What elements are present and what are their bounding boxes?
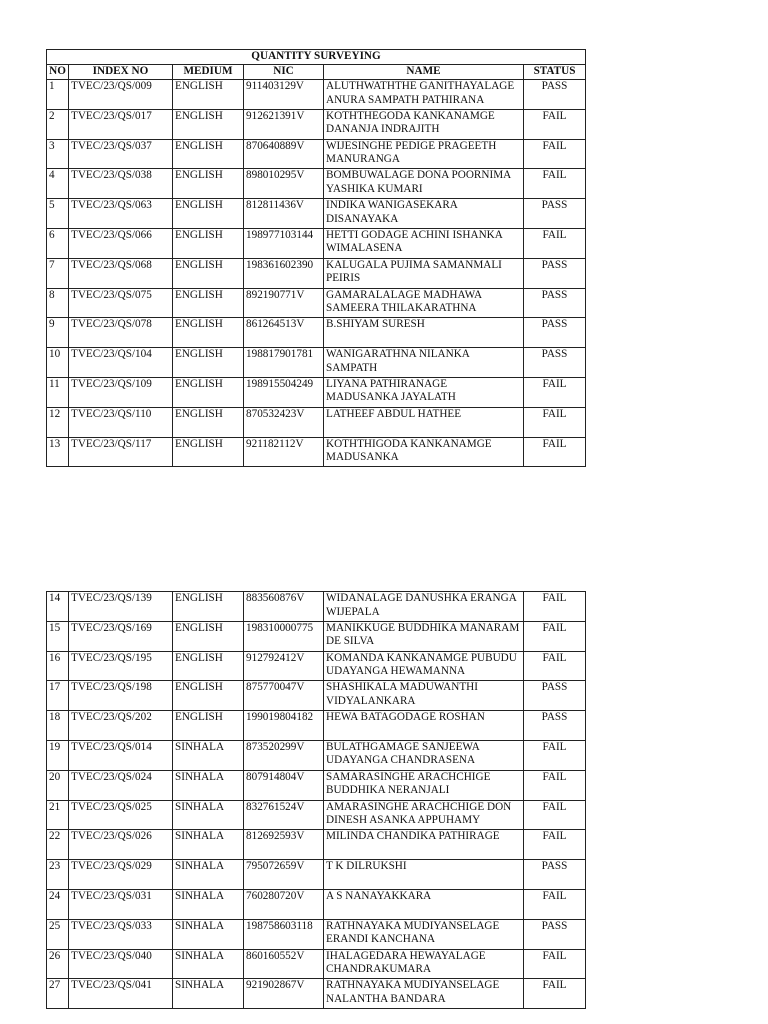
cell-index-no: TVEC/23/QS/063 xyxy=(69,199,173,229)
cell-medium: ENGLISH xyxy=(173,592,244,622)
cell-nic: 873520299V xyxy=(244,740,324,770)
cell-no: 16 xyxy=(47,651,69,681)
cell-no: 17 xyxy=(47,681,69,711)
cell-no: 19 xyxy=(47,740,69,770)
cell-name: RATHNAYAKA MUDIYANSELAGE NALANTHA BANDARA xyxy=(324,979,524,1009)
cell-name: WIDANALAGE DANUSHKA ERANGA WIJEPALA xyxy=(324,592,524,622)
cell-no: 6 xyxy=(47,228,69,258)
cell-name: ALUTHWATHTHE GANITHAYALAGE ANURA SAMPATH PATHIRANA xyxy=(324,80,524,110)
cell-nic: 883560876V xyxy=(244,592,324,622)
cell-nic: 912621391V xyxy=(244,109,324,139)
cell-status: FAIL xyxy=(524,979,586,1009)
cell-name: BULATHGAMAGE SANJEEWA UDAYANGA CHANDRASENA xyxy=(324,740,524,770)
header-status: STATUS xyxy=(524,65,586,80)
cell-status: PASS xyxy=(524,258,586,288)
cell-status: FAIL xyxy=(524,651,586,681)
cell-medium: SINHALA xyxy=(173,889,244,919)
cell-medium: ENGLISH xyxy=(173,377,244,407)
table-row xyxy=(47,228,586,258)
table-row xyxy=(47,949,586,979)
cell-medium: SINHALA xyxy=(173,949,244,979)
cell-medium: ENGLISH xyxy=(173,437,244,467)
cell-index-no: TVEC/23/QS/198 xyxy=(69,681,173,711)
header-medium: MEDIUM xyxy=(173,65,244,80)
table-row xyxy=(47,860,586,890)
cell-nic: 198361602390 xyxy=(244,258,324,288)
cell-no: 14 xyxy=(47,592,69,622)
cell-index-no: TVEC/23/QS/109 xyxy=(69,377,173,407)
cell-no: 27 xyxy=(47,979,69,1009)
cell-name: HETTI GODAGE ACHINI ISHANKA WIMALASENA xyxy=(324,228,524,258)
cell-name: RATHNAYAKA MUDIYANSELAGE ERANDI KANCHANA xyxy=(324,919,524,949)
table-header-row xyxy=(47,65,586,80)
cell-no: 10 xyxy=(47,348,69,378)
cell-status: FAIL xyxy=(524,770,586,800)
cell-index-no: TVEC/23/QS/014 xyxy=(69,740,173,770)
cell-index-no: TVEC/23/QS/169 xyxy=(69,621,173,651)
table-row xyxy=(47,258,586,288)
table-row xyxy=(47,681,586,711)
cell-medium: ENGLISH xyxy=(173,681,244,711)
cell-status: PASS xyxy=(524,681,586,711)
cell-name: KOMANDA KANKANAMGE PUBUDU UDAYANGA HEWAMANNA xyxy=(324,651,524,681)
cell-status: FAIL xyxy=(524,109,586,139)
cell-nic: 795072659V xyxy=(244,860,324,890)
cell-medium: SINHALA xyxy=(173,830,244,860)
header-nic: NIC xyxy=(244,65,324,80)
table-row xyxy=(47,407,586,437)
cell-status: FAIL xyxy=(524,377,586,407)
table-row xyxy=(47,80,586,110)
cell-index-no: TVEC/23/QS/041 xyxy=(69,979,173,1009)
cell-no: 9 xyxy=(47,318,69,348)
cell-medium: ENGLISH xyxy=(173,109,244,139)
cell-index-no: TVEC/23/QS/110 xyxy=(69,407,173,437)
cell-no: 1 xyxy=(47,80,69,110)
cell-index-no: TVEC/23/QS/139 xyxy=(69,592,173,622)
cell-nic: 921902867V xyxy=(244,979,324,1009)
cell-nic: 199019804182 xyxy=(244,711,324,741)
cell-status: FAIL xyxy=(524,830,586,860)
cell-nic: 892190771V xyxy=(244,288,324,318)
cell-name: LATHEEF ABDUL HATHEE xyxy=(324,407,524,437)
cell-index-no: TVEC/23/QS/031 xyxy=(69,889,173,919)
table-row xyxy=(47,830,586,860)
cell-medium: ENGLISH xyxy=(173,348,244,378)
cell-nic: 870532423V xyxy=(244,407,324,437)
cell-name: LIYANA PATHIRANAGE MADUSANKA JAYALATH xyxy=(324,377,524,407)
cell-name: BOMBUWALAGE DONA POORNIMA YASHIKA KUMARI xyxy=(324,169,524,199)
cell-medium: ENGLISH xyxy=(173,169,244,199)
cell-medium: ENGLISH xyxy=(173,318,244,348)
cell-name: IHALAGEDARA HEWAYALAGE CHANDRAKUMARA xyxy=(324,949,524,979)
cell-status: FAIL xyxy=(524,592,586,622)
cell-index-no: TVEC/23/QS/195 xyxy=(69,651,173,681)
cell-no: 5 xyxy=(47,199,69,229)
cell-name: SAMARASINGHE ARACHCHIGE BUDDHIKA NERANJALI xyxy=(324,770,524,800)
table-body-top xyxy=(47,80,586,467)
cell-nic: 807914804V xyxy=(244,770,324,800)
cell-name: WANIGARATHNA NILANKA SAMPATH xyxy=(324,348,524,378)
cell-medium: SINHALA xyxy=(173,770,244,800)
cell-index-no: TVEC/23/QS/029 xyxy=(69,860,173,890)
cell-index-no: TVEC/23/QS/017 xyxy=(69,109,173,139)
cell-medium: ENGLISH xyxy=(173,228,244,258)
table-row xyxy=(47,199,586,229)
cell-name: T K DILRUKSHI xyxy=(324,860,524,890)
cell-nic: 875770047V xyxy=(244,681,324,711)
cell-status: FAIL xyxy=(524,740,586,770)
table-row xyxy=(47,139,586,169)
cell-name: HEWA BATAGODAGE ROSHAN xyxy=(324,711,524,741)
cell-index-no: TVEC/23/QS/117 xyxy=(69,437,173,467)
cell-no: 8 xyxy=(47,288,69,318)
cell-nic: 198817901781 xyxy=(244,348,324,378)
cell-nic: 832761524V xyxy=(244,800,324,830)
cell-status: PASS xyxy=(524,348,586,378)
cell-medium: ENGLISH xyxy=(173,199,244,229)
table-row xyxy=(47,288,586,318)
cell-no: 15 xyxy=(47,621,69,651)
cell-medium: ENGLISH xyxy=(173,407,244,437)
cell-index-no: TVEC/23/QS/009 xyxy=(69,80,173,110)
cell-no: 25 xyxy=(47,919,69,949)
cell-status: FAIL xyxy=(524,437,586,467)
cell-name: AMARASINGHE ARACHCHIGE DON DINESH ASANKA APPUHAMY xyxy=(324,800,524,830)
cell-status: FAIL xyxy=(524,228,586,258)
cell-nic: 812692593V xyxy=(244,830,324,860)
table-row xyxy=(47,348,586,378)
cell-status: FAIL xyxy=(524,949,586,979)
cell-medium: SINHALA xyxy=(173,860,244,890)
cell-status: FAIL xyxy=(524,169,586,199)
cell-index-no: TVEC/23/QS/075 xyxy=(69,288,173,318)
cell-medium: SINHALA xyxy=(173,979,244,1009)
cell-status: PASS xyxy=(524,288,586,318)
cell-status: PASS xyxy=(524,318,586,348)
cell-status: PASS xyxy=(524,199,586,229)
table-row xyxy=(47,109,586,139)
cell-name: GAMARALALAGE MADHAWA SAMEERA THILAKARATHNA xyxy=(324,288,524,318)
cell-medium: ENGLISH xyxy=(173,139,244,169)
cell-nic: 911403129V xyxy=(244,80,324,110)
cell-medium: ENGLISH xyxy=(173,621,244,651)
cell-no: 21 xyxy=(47,800,69,830)
cell-no: 7 xyxy=(47,258,69,288)
table-row xyxy=(47,621,586,651)
header-no: NO xyxy=(47,65,69,80)
cell-name: WIJESINGHE PEDIGE PRAGEETH MANURANGA xyxy=(324,139,524,169)
table-row xyxy=(47,889,586,919)
cell-no: 12 xyxy=(47,407,69,437)
cell-nic: 198977103144 xyxy=(244,228,324,258)
page-title: QUANTITY SURVEYING xyxy=(47,50,586,65)
cell-no: 11 xyxy=(47,377,69,407)
cell-index-no: TVEC/23/QS/033 xyxy=(69,919,173,949)
cell-index-no: TVEC/23/QS/066 xyxy=(69,228,173,258)
cell-medium: SINHALA xyxy=(173,800,244,830)
cell-name: MILINDA CHANDIKA PATHIRAGE xyxy=(324,830,524,860)
table-row xyxy=(47,651,586,681)
cell-status: FAIL xyxy=(524,621,586,651)
cell-index-no: TVEC/23/QS/104 xyxy=(69,348,173,378)
table-row xyxy=(47,770,586,800)
table-row xyxy=(47,318,586,348)
cell-nic: 861264513V xyxy=(244,318,324,348)
cell-medium: ENGLISH xyxy=(173,711,244,741)
cell-nic: 198915504249 xyxy=(244,377,324,407)
cell-nic: 860160552V xyxy=(244,949,324,979)
table-title-row xyxy=(47,50,586,65)
cell-index-no: TVEC/23/QS/202 xyxy=(69,711,173,741)
cell-nic: 898010295V xyxy=(244,169,324,199)
cell-name: B.SHIYAM SURESH xyxy=(324,318,524,348)
table-row xyxy=(47,979,586,1009)
cell-status: PASS xyxy=(524,860,586,890)
cell-status: FAIL xyxy=(524,139,586,169)
cell-nic: 812811436V xyxy=(244,199,324,229)
header-index-no: INDEX NO xyxy=(69,65,173,80)
cell-name: A S NANAYAKKARA xyxy=(324,889,524,919)
cell-index-no: TVEC/23/QS/068 xyxy=(69,258,173,288)
cell-name: SHASHIKALA MADUWANTHI VIDYALANKARA xyxy=(324,681,524,711)
cell-no: 4 xyxy=(47,169,69,199)
results-table-top xyxy=(46,49,586,467)
cell-status: PASS xyxy=(524,80,586,110)
cell-no: 3 xyxy=(47,139,69,169)
cell-name: MANIKKUGE BUDDHIKA MANARAM DE SILVA xyxy=(324,621,524,651)
cell-no: 22 xyxy=(47,830,69,860)
cell-index-no: TVEC/23/QS/025 xyxy=(69,800,173,830)
table-row xyxy=(47,919,586,949)
cell-status: PASS xyxy=(524,711,586,741)
cell-no: 26 xyxy=(47,949,69,979)
cell-index-no: TVEC/23/QS/040 xyxy=(69,949,173,979)
cell-index-no: TVEC/23/QS/078 xyxy=(69,318,173,348)
cell-nic: 870640889V xyxy=(244,139,324,169)
table-row xyxy=(47,740,586,770)
cell-medium: ENGLISH xyxy=(173,258,244,288)
cell-no: 23 xyxy=(47,860,69,890)
table-row xyxy=(47,437,586,467)
cell-medium: ENGLISH xyxy=(173,288,244,318)
cell-no: 2 xyxy=(47,109,69,139)
table-row xyxy=(47,592,586,622)
cell-status: FAIL xyxy=(524,800,586,830)
cell-no: 18 xyxy=(47,711,69,741)
table-body-bottom xyxy=(47,592,586,1009)
cell-nic: 198310000775 xyxy=(244,621,324,651)
cell-name: KALUGALA PUJIMA SAMANMALI PEIRIS xyxy=(324,258,524,288)
cell-index-no: TVEC/23/QS/024 xyxy=(69,770,173,800)
results-table-bottom xyxy=(46,591,586,1009)
cell-index-no: TVEC/23/QS/026 xyxy=(69,830,173,860)
table-row xyxy=(47,711,586,741)
cell-no: 24 xyxy=(47,889,69,919)
cell-nic: 760280720V xyxy=(244,889,324,919)
cell-name: INDIKA WANIGASEKARA DISANAYAKA xyxy=(324,199,524,229)
table-row xyxy=(47,800,586,830)
cell-medium: ENGLISH xyxy=(173,80,244,110)
cell-medium: SINHALA xyxy=(173,919,244,949)
cell-nic: 198758603118 xyxy=(244,919,324,949)
cell-medium: SINHALA xyxy=(173,740,244,770)
cell-status: FAIL xyxy=(524,889,586,919)
cell-no: 13 xyxy=(47,437,69,467)
cell-nic: 921182112V xyxy=(244,437,324,467)
cell-nic: 912792412V xyxy=(244,651,324,681)
cell-index-no: TVEC/23/QS/038 xyxy=(69,169,173,199)
table-row xyxy=(47,169,586,199)
cell-medium: ENGLISH xyxy=(173,651,244,681)
cell-status: FAIL xyxy=(524,407,586,437)
cell-no: 20 xyxy=(47,770,69,800)
cell-name: KOTHTHEGODA KANKANAMGE DANANJA INDRAJITH xyxy=(324,109,524,139)
cell-status: PASS xyxy=(524,919,586,949)
cell-index-no: TVEC/23/QS/037 xyxy=(69,139,173,169)
table-row xyxy=(47,377,586,407)
header-name: NAME xyxy=(324,65,524,80)
cell-name: KOTHTHIGODA KANKANAMGE MADUSANKA xyxy=(324,437,524,467)
